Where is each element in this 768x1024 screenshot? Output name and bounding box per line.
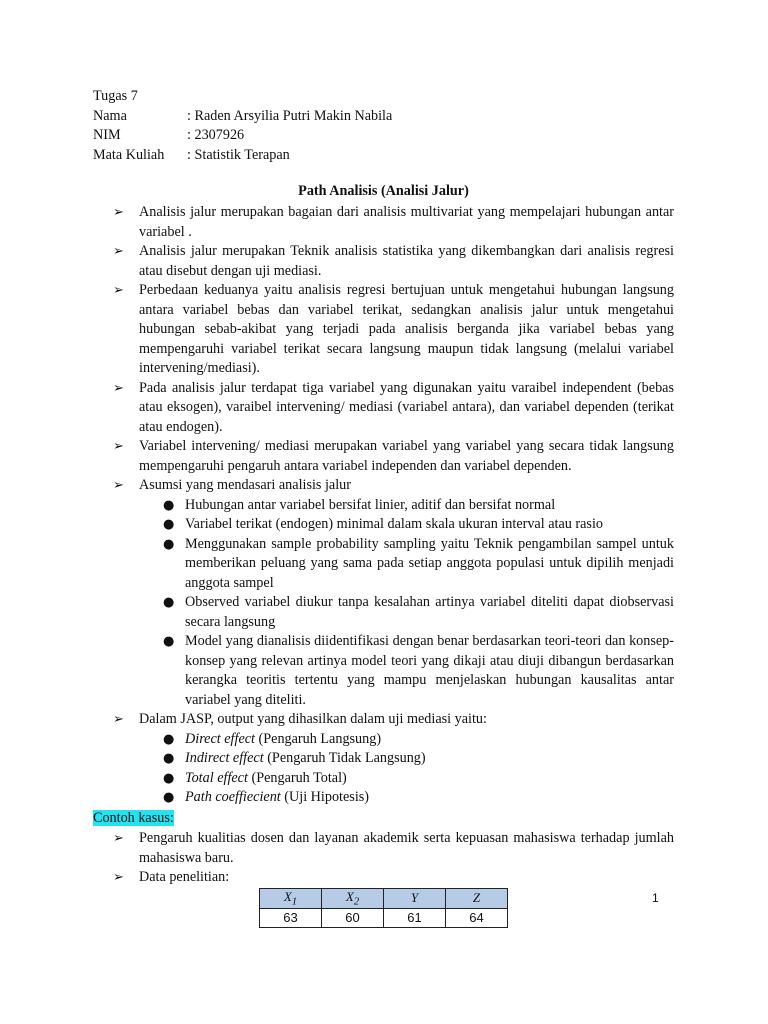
header-value: : Statistik Terapan xyxy=(187,146,290,163)
highlighted-label: Contoh kasus: xyxy=(93,810,174,826)
jasp-term: Direct effect xyxy=(185,730,255,747)
contoh-body xyxy=(113,829,674,888)
dot-bullet-icon: ● xyxy=(163,731,175,747)
bullet-text: Pengaruh kualitias dosen dan layanan akademik serta kepuasan mahasiswa terhadap jumlah mahasiswa baru. xyxy=(139,830,674,866)
dot-bullet-icon: ● xyxy=(163,790,175,805)
arrow-bullet-icon: ➢ xyxy=(113,439,124,454)
list-item xyxy=(113,437,674,476)
jasp-term: Indirect effect xyxy=(185,750,264,766)
column-header-x1 xyxy=(260,889,322,909)
asumsi-list xyxy=(139,496,674,711)
list-item xyxy=(139,496,674,516)
table-cell: 63 xyxy=(260,908,322,927)
table-cell: 60 xyxy=(322,908,384,927)
arrow-bullet-icon: ➢ xyxy=(113,244,124,259)
dot-bullet-icon: ● xyxy=(163,536,175,552)
header-value: : Raden Arsyilia Putri Makin Nabila xyxy=(187,107,393,124)
table-cell: 64 xyxy=(446,908,508,927)
bullet-text: Analisis jalur merupakan bagaian dari analisis multivariat yang mempelajari hubungan antar variabel . xyxy=(139,204,674,240)
list-item xyxy=(139,749,674,769)
list-item xyxy=(113,829,674,868)
list-item xyxy=(113,868,674,888)
contoh-kasus-heading xyxy=(93,809,174,829)
header-sub: 2 xyxy=(353,895,360,908)
arrow-bullet-icon: ➢ xyxy=(113,831,124,846)
list-item xyxy=(139,769,674,789)
list-item xyxy=(139,593,674,632)
bullet-text: Perbedaan keduanya yaitu analisis regresi bertujuan untuk mengetahui hubungan langsung antara variabel bebas dan variabel terikat, sedangkan analisis jalur untuk mengetahui hubungan sebab-akibat yang terjadi pada analisis berganda jika variabel bebas yang mempengaruhi variabel terikat secara langsung maupun tidak langsung (melalui variabel intervening/mediasi). xyxy=(139,282,674,376)
document-title: Path Analisis (Analisi Jalur) xyxy=(298,183,469,199)
arrow-bullet-icon: ➢ xyxy=(113,478,124,493)
header-var: Z xyxy=(472,890,481,906)
table-header-row xyxy=(260,889,508,909)
dot-bullet-icon: ● xyxy=(163,770,175,786)
jasp-term: Total effect xyxy=(185,769,248,786)
header-var: X xyxy=(283,889,292,904)
header-key: Mata Kuliah xyxy=(93,146,165,163)
jasp-desc: (Pengaruh Total) xyxy=(247,769,347,786)
jasp-list xyxy=(139,730,674,808)
column-header-z xyxy=(446,889,508,909)
table-row xyxy=(260,908,508,927)
arrow-bullet-icon: ➢ xyxy=(113,712,124,727)
bullet-text: Variabel intervening/ mediasi merupakan variabel yang variabel yang secara tidak langsung mempengaruhi pengaruh antara variabel independen dan variabel dependen. xyxy=(139,438,674,474)
asumsi-text: Menggunakan sample probability sampling yaitu Teknik pengambilan sampel untuk memberikan peluang yang sama pada setiap anggota populasi untuk dipilih menjadi anggota sampel xyxy=(185,535,674,591)
list-item xyxy=(139,535,674,594)
dot-bullet-icon: ● xyxy=(163,517,175,532)
list-item xyxy=(139,632,674,710)
asumsi-text: Variabel terikat (endogen) minimal dalam skala ukuran interval atau rasio xyxy=(185,516,603,532)
list-item xyxy=(113,242,674,281)
list-item xyxy=(139,515,674,535)
jasp-desc: (Uji Hipotesis) xyxy=(280,789,370,805)
list-item xyxy=(113,379,674,438)
dot-bullet-icon: ● xyxy=(163,497,175,513)
asumsi-text: Observed variabel diukur tanpa kesalahan artinya variabel diteliti dapat diobservasi secara langsung xyxy=(185,594,674,630)
list-item xyxy=(113,203,674,242)
arrow-bullet-icon: ➢ xyxy=(113,870,124,885)
dot-bullet-icon: ● xyxy=(163,751,175,766)
page-number: 1 xyxy=(652,891,659,905)
arrow-bullet-icon: ➢ xyxy=(113,380,124,396)
asumsi-text: Model yang dianalisis diidentifikasi dengan benar berdasarkan teori-teori dan konsep-konsep yang relevan artinya model teori yang dikaji atau diuji dibangun berdasarkan kerangka teoritis tertentu yang mampu menjelaskan hubungan kausalitas antar variabel yang diteliti. xyxy=(185,633,674,708)
jasp-desc: (Pengaruh Langsung) xyxy=(254,730,382,747)
asumsi-text: Hubungan antar variabel bersifat linier, aditif dan bersifat normal xyxy=(185,496,556,513)
header-row-mata-kuliah xyxy=(93,146,653,166)
list-item xyxy=(113,476,674,710)
data-table xyxy=(259,888,508,928)
list-item xyxy=(113,281,674,379)
header-key: NIM xyxy=(93,127,121,143)
jasp-label: Dalam JASP, output yang dihasilkan dalam uji mediasi yaitu: xyxy=(139,711,487,727)
dot-bullet-icon: ● xyxy=(163,595,175,610)
dot-bullet-icon: ● xyxy=(163,634,175,649)
bullet-text: Analisis jalur merupakan Teknik analisis statistika yang dikembangkan dari analisis regresi atau disebut dengan uji mediasi. xyxy=(139,243,674,279)
header-row-nama xyxy=(93,107,653,127)
jasp-desc: (Pengaruh Tidak Langsung) xyxy=(263,750,426,766)
table-cell: 61 xyxy=(384,908,446,927)
header-var: Y xyxy=(410,890,419,906)
header-row-nim xyxy=(93,126,653,146)
header-key: Nama xyxy=(93,107,127,124)
bullet-text: Data penelitian: xyxy=(139,869,230,885)
arrow-bullet-icon: ➢ xyxy=(113,205,124,220)
bullet-text: Pada analisis jalur terdapat tiga variabel yang digunakan yaitu varaibel independent (bebas atau eksogen), varaibel intervening/ mediasi (variabel antara), dan variabel dependen (terikat atau endogen). xyxy=(139,379,674,435)
asumsi-label: Asumsi yang mendasari analisis jalur xyxy=(139,477,351,493)
header-var: X xyxy=(345,889,354,904)
column-header-y xyxy=(384,889,446,909)
list-item xyxy=(139,788,674,808)
assignment-label: Tugas 7 xyxy=(93,88,138,104)
list-item xyxy=(139,730,674,750)
list-item xyxy=(113,710,674,808)
jasp-term: Path coeffiecient xyxy=(185,789,281,805)
arrow-bullet-icon: ➢ xyxy=(113,283,124,298)
header-value: : 2307926 xyxy=(187,127,245,143)
header-block xyxy=(93,87,653,165)
column-header-x2 xyxy=(322,889,384,909)
header-sub: 1 xyxy=(291,895,298,908)
document-body xyxy=(113,203,674,808)
